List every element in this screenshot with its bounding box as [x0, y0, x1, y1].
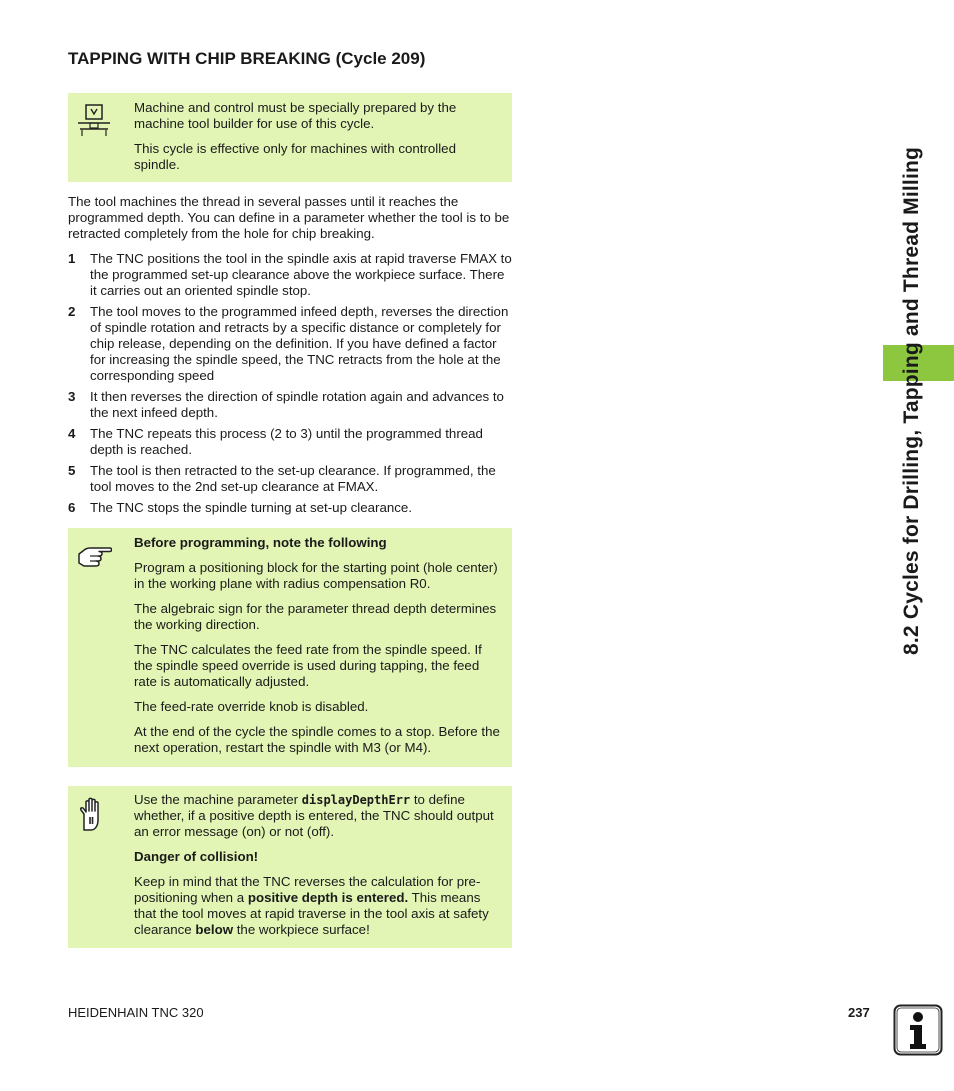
text-run: Keep in mind that the TNC reverses the calculation for pre-positioning when a — [134, 874, 481, 905]
warning-hand-icon — [76, 796, 112, 832]
footer-product-name: HEIDENHAIN TNC 320 — [68, 1005, 204, 1020]
page-number: 237 — [848, 1005, 870, 1020]
text-run: Use the machine parameter — [134, 792, 302, 807]
list-item — [68, 426, 513, 458]
machine-icon — [76, 103, 112, 139]
note-text — [134, 874, 504, 938]
list-item — [68, 463, 513, 495]
list-item — [68, 304, 513, 384]
list-item — [68, 500, 513, 516]
step-number: 2 — [68, 304, 76, 319]
note-text: Program a positioning block for the starting point (hole center) in the working plane with radius compensation R0. — [134, 560, 498, 591]
note-text: Machine and control must be specially prepared by the machine tool builder for use of this cycle. — [134, 100, 457, 131]
collision-warning-note — [68, 786, 512, 948]
step-text: The TNC repeats this process (2 to 3) until the programmed thread depth is reached. — [90, 426, 483, 457]
info-icon — [893, 1004, 943, 1056]
step-text: The TNC stops the spindle turning at set-up clearance. — [90, 500, 413, 515]
step-text: The tool moves to the programmed infeed depth, reverses the direction of spindle rotation and retracts by a specific distance or completely for chip release, depending on the definition. If you have defined a factor for increasing the spindle speed, the TNC retracts from the hole at the corresponding speed — [90, 304, 509, 383]
step-number: 1 — [68, 251, 76, 266]
step-text: The TNC positions the tool in the spindle axis at rapid traverse FMAX to the programmed set-up clearance above the workpiece surface. There it carries out an oriented spindle stop. — [90, 251, 512, 298]
emphasis-text: positive depth is entered. — [247, 890, 409, 905]
emphasis-text: below — [195, 922, 234, 937]
step-text: The tool is then retracted to the set-up clearance. If programmed, the tool moves to the 2nd set-up clearance at FMAX. — [90, 463, 496, 494]
step-text: It then reverses the direction of spindle rotation again and advances to the next infeed depth. — [90, 389, 504, 420]
text-run: the workpiece surface! — [233, 922, 370, 937]
pointing-hand-icon — [76, 536, 112, 572]
cycle-steps — [68, 251, 513, 521]
machine-note — [68, 93, 512, 182]
chapter-side-title: 8.2 Cycles for Drilling, Tapping and Thread Milling — [900, 146, 923, 655]
text-run: to define whether, if a positive depth is entered, the TNC should output an error message (on) or not (off). — [134, 792, 494, 839]
step-number: 6 — [68, 500, 76, 515]
note-heading: Before programming, note the following — [134, 535, 387, 550]
note-text: The feed-rate override knob is disabled. — [134, 699, 369, 714]
note-text: At the end of the cycle the spindle comes to a stop. Before the next operation, restart the spindle with M3 (or M4). — [134, 724, 500, 755]
programming-note — [68, 528, 512, 767]
page-title: TAPPING WITH CHIP BREAKING (Cycle 209) — [68, 49, 426, 68]
step-number: 3 — [68, 389, 76, 404]
note-text: This cycle is effective only for machines with controlled spindle. — [134, 141, 456, 172]
parameter-name: displayDepthErr — [301, 793, 411, 807]
step-number: 5 — [68, 463, 76, 478]
step-number: 4 — [68, 426, 76, 441]
note-text — [134, 792, 504, 840]
note-text: The algebraic sign for the parameter thread depth determines the working direction. — [134, 601, 497, 632]
list-item — [68, 251, 513, 299]
intro-paragraph: The tool machines the thread in several passes until it reaches the programmed depth. You can define in a parameter whether the tool is to be retracted completely from the hole for chip breaking. — [68, 194, 510, 241]
text-run: This means that the tool moves at rapid traverse in the tool axis at safety clearance — [134, 890, 489, 937]
list-item — [68, 389, 513, 421]
note-text: The TNC calculates the feed rate from the spindle speed. If the spindle speed override is used during tapping, the feed rate is automatically adjusted. — [134, 642, 482, 689]
danger-heading: Danger of collision! — [134, 849, 259, 864]
